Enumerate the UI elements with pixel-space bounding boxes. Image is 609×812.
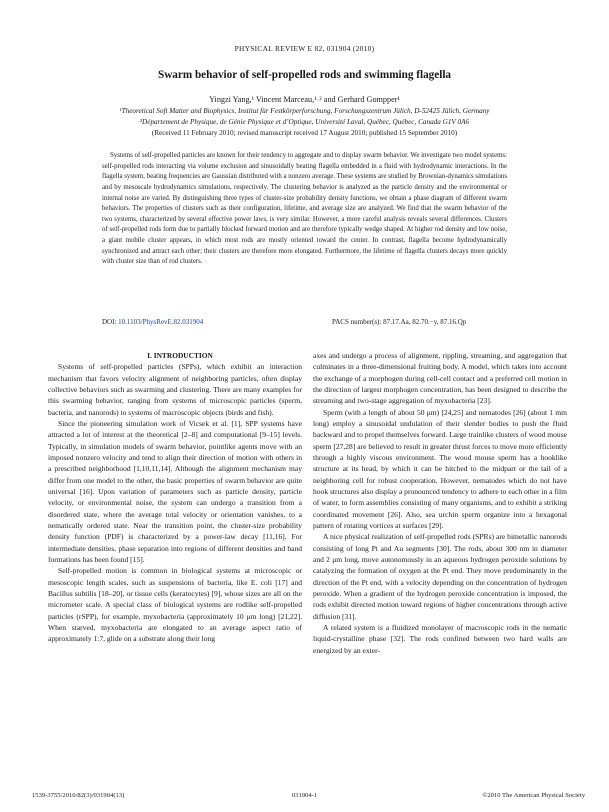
doi-label: DOI: — [102, 318, 119, 326]
paragraph: A related system is a fluidized monolayer of macroscopic rods in the nematic liquid-crystalline phase [32]. The rods confined between two hard walls are energized by an exter- — [313, 622, 567, 655]
affiliation-1: ¹Theoretical Soft Matter and Biophysics, Institut für Festkörperforschung, Forschungszentrum Jülich, D-52425 Jülich, Germany — [119, 107, 490, 115]
left-column — [48, 350, 302, 645]
right-column — [313, 350, 567, 656]
footer-page-number: 031904-1 — [291, 792, 318, 799]
paper-title: Swarm behavior of self-propelled rods and swimming flagella — [157, 69, 452, 81]
pacs-numbers: PACS number(s): 87.17.Aa, 82.70.−y, 87.16.Qp — [332, 318, 467, 326]
abstract: Systems of self-propelled particles are known for their tendency to aggregate and to display swarm behavior. We investigate two model systems: self-propelled rods interacting via volume exclusion and sinusoidally beating flagella embedded in a fluid with hydrodynamic interactions. In the flagella system, beating frequencies are Gaussian distributed with a nonzero average. These systems are studied by Brownian-dynamics simulations and by mesoscale hydrodynamics simulations, respectively. The clustering behavior is analyzed as the particle density and the environmental or internal noise are varied. By distinguishing three types of cluster-size probability density functions, we obtain a phase diagram of different swarm behaviors. The properties of clusters such as their configuration, lifetime, and average size are analyzed. We find that the swarm behavior of the two systems, characterized by several effective power laws, is very similar. However, a more careful analysis reveals several differences. Clusters of self-propelled rods form due to partially blocked forward motion and are therefore typically wedge shaped. At higher rod density and low noise, a giant mobile cluster appears, in which most rods are mostly oriented toward the center. In contrast, flagella become hydrodynamically synchronized and attract each other; their clusters are therefore more elongated. Furthermore, the lifetime of flagella clusters decays more quickly with cluster size than of rod clusters. — [102, 152, 507, 266]
doi-link[interactable]: 10.1103/PhysRevE.82.031904 — [118, 318, 204, 326]
paragraph: Systems of self-propelled particles (SPPs), which exhibit an interaction mechanism that favors velocity alignment of neighboring particles, often display collective behaviors such as swarming and clustering. There are many examples for this swarming behavior, ranging from systems of microscopic particles (sperm, bacteria, and nanorods) to systems of macroscopic objects (birds and fish). — [48, 362, 302, 417]
footer-issn: 1539-3755/2010/82(3)/031904(13) — [32, 792, 125, 799]
paragraph: Self-propelled motion is common in biological systems at microscopic or mesoscopic length scales, such as suspensions of bacteria, like E. coli [17] and Bacillus subtilis [18–20], or tissue cells (keratocytes) [9], whose sizes are all on the micrometer scale. A special class of biological systems are rodlike self-propelled particles (rSPP), for example, myxobacteria (approximately 10 μm long) [21,22]. When starved, myxobacteria are elongated to an average aspect ratio of approximately 1:7, glide on a substrate along their long — [48, 566, 302, 644]
paragraph: axes and undergo a process of alignment, rippling, streaming, and aggregation that culminates in a three-dimensional fruiting body. A model, which takes into account the exchange of a morphogen during cell-cell contact and a preferred cell motion in the direction of largest morphogen concentration, has been designed to describe the streaming and two-stage aggregation of myxobacteria [23]. — [313, 351, 567, 406]
section-heading: I. INTRODUCTION — [147, 351, 213, 360]
paragraph: Sperm (with a length of about 50 μm) [24,25] and nematodes [26] (about 1 mm long) employ a sinusoidal undulation of their slender bodies to push the fluid backward and to propel themselves forward. Large trainlike clusters of wood mouse sperm [27,28] are believed to result in greater thrust forces to move more efficiently through a highly viscous environment. The wood mouse sperm has a hooklike structure at its head, by which it can be hitched to the midpart or the tail of a neighboring cell for robust cooperation. However, nematodes which do not have hook structures also display a pronounced tendency to adhere to each other in a film of water, to form assemblies consisting of many organisms, and to exhibit a striking coordinated movement [26]. Also, sea urchin sperm organize into a hexagonal pattern of rotating vortices at surfaces [29]. — [313, 407, 567, 530]
paragraph: Since the pioneering simulation work of Vicsek et al. [1], SPP systems have attracted a lot of interest at the theoretical [2–8] and computational [9–15] levels. Typically, in simulation models of swarm behavior, pointlike agents move with an imposed nonzero velocity and tend to align their direction of motion with others in a prescribed neighborhood [1,10,11,14]. Although the alignment mechanism may differ from one model to the other, the basic properties of swarm behavior are quite universal [16]. Upon variation of parameters such as particle density, particle velocity, or environmental noise, the system can undergo a transition from a disordered state, where the average total velocity or orientation vanishes, to a nematically ordered state. Near the transition point, the cluster-size probability density function (PDF) is characterized by a power-law decay [11,16]. For intermediate densities, phase separation into regions of different densities and band formations has been found [15]. — [48, 418, 302, 564]
doi — [102, 318, 203, 326]
affiliation-2: ²Département de Physique, de Génie Physique et d’Optique, Université Laval, Québec, Québec, Canada G1V 0A6 — [139, 118, 470, 126]
author-list: Yingzi Yang,¹ Vincent Marceau,¹˒² and Gerhard Gompper¹ — [209, 95, 400, 104]
running-header: PHYSICAL REVIEW E 82, 031904 (2010) — [234, 44, 375, 53]
footer-copyright: ©2010 The American Physical Society — [482, 792, 585, 799]
received-dates: (Received 11 February 2010; revised manuscript received 17 August 2010; published 15 September 2010) — [151, 129, 458, 137]
paragraph: A nice physical realization of self-propelled rods (SPRs) are bimetallic nanorods consisting of long Pt and Au segments [30]. The rods, about 300 nm in diameter and 2 μm long, move autonomously in an aqueous hydrogen peroxide solutions by catalyzing the formation of oxygen at the Pt end. They move predominantly in the direction of the Pt end, with a velocity depending on the concentration of hydrogen peroxide. When a gradient of the hydrogen peroxide concentration is imposed, the rods exhibit directed motion toward regions of higher concentrations through active diffusion [31]. — [313, 532, 567, 621]
